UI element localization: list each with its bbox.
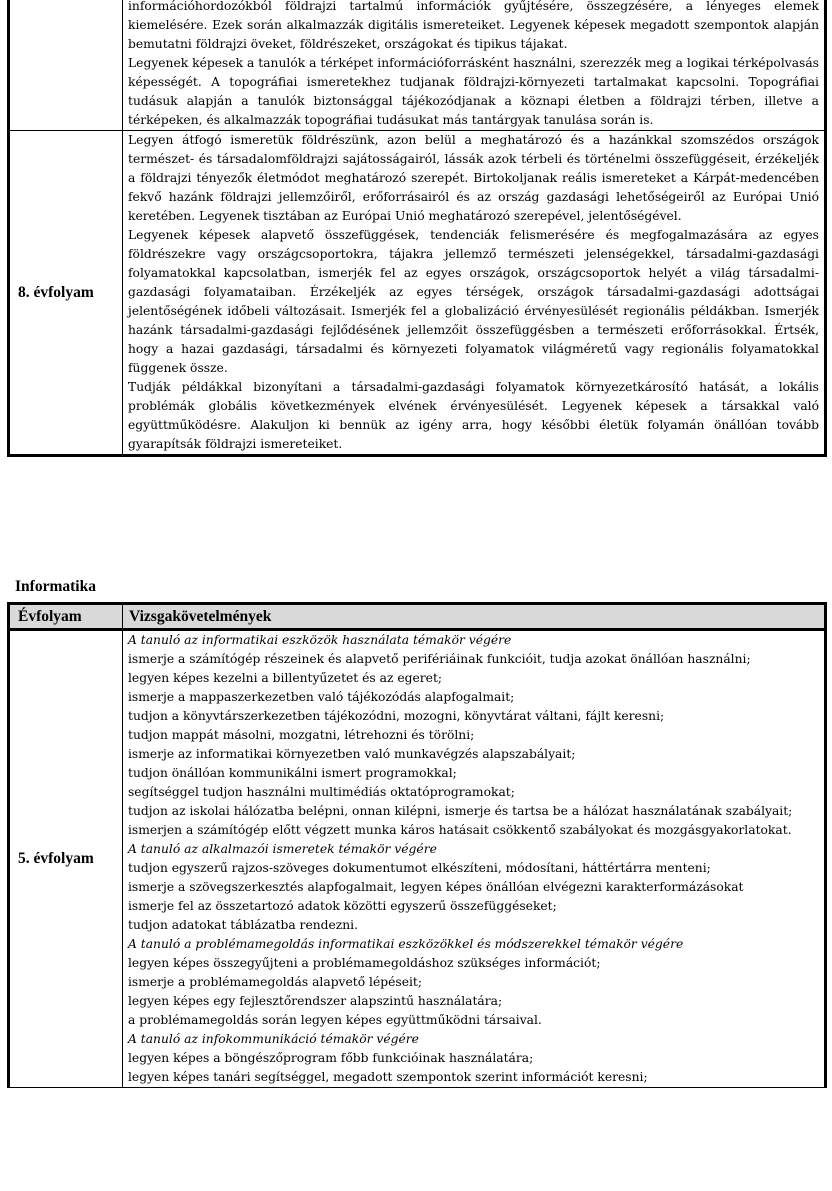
foldrajz-requirements-table <box>7 0 827 457</box>
requirement-item: ismerjen a számítógép előtt végzett munka káros hatásait csökkentő szabályokat és mozgásgyakorlatokat. <box>128 823 792 837</box>
year-cell-empty <box>9 0 123 131</box>
requirement-item: ismerje a mappaszerkezetben való tájékozódás alapfogalmait; <box>128 690 515 704</box>
requirement-item: tudjon mappát másolni, mozgatni, létrehozni és törölni; <box>128 728 475 742</box>
requirement-item: tudjon adatokat táblázatba rendezni. <box>128 918 359 932</box>
requirements-cell <box>123 131 826 456</box>
table-row <box>9 0 826 131</box>
table-header-row <box>9 604 826 630</box>
requirement-item: ismerje az informatikai környezetben való munkavégzés alapszabályait; <box>128 747 576 761</box>
requirement-item: legyen képes kezelni a billentyűzetet és az egeret; <box>128 671 443 685</box>
requirement-paragraph: Legyenek képesek alapvető összefüggések, tendenciák felismerésére és megfogalmazására az egyes földrészekre vagy országcsoportokra, tájakra jellemző természeti jelenségekkel, társadalmi-gazdasági folyamatokkal kapcsolatban, ismerjék fel az egyes országok, országcsoportok helyét a világ társadalmi-gazdasági folyamataiban. Érzékeljék az egyes térségek, országok társadalmi-gazdasági adottságai jelentőségének időbeli változásait. Ismerjék fel a globalizáció érvényesülését regionális példákban. Ismerjék hazánk társadalmi-gazdasági fejlődésének jellemzőit összefüggésben a természeti erőforrásokkal. Értsék, hogy a hazai gazdasági, társadalmi és környezeti folyamatok világméretű vagy regionális folyamatokkal függenek össze. <box>128 228 819 375</box>
requirement-item: segítséggel tudjon használni multimédiás oktatóprogramokat; <box>128 785 515 799</box>
requirement-item: ismerje fel az összetartozó adatok közötti egyszerű összefüggéseket; <box>128 899 557 913</box>
table-row <box>9 630 826 1088</box>
section-title-informatika: Informatika <box>15 578 96 595</box>
requirement-paragraph: Tudják példákkal bizonyítani a társadalmi-gazdasági folyamatok környezetkárosító hatását, a lokális problémák globális következmények elvének érvényesülését. Legyenek képesek a társakkal való együttműködésre. Alakuljon ki bennük az igény arra, hogy későbbi életük folyamán önállóan tovább gyarapítsák földrajzi ismereteiket. <box>128 380 819 451</box>
requirement-item: ismerje a szövegszerkesztés alapfogalmait, legyen képes önállóan elvégezni karakterformázásokat <box>128 880 744 894</box>
topic-heading: A tanuló az alkalmazói ismeretek témakör végére <box>128 842 437 856</box>
requirement-item: legyen képes tanári segítséggel, megadott szempontok szerint információt keresni; <box>128 1070 648 1084</box>
requirement-item: ismerje a számítógép részeinek és alapvető perifériáinak funkcióit, tudja azokat önállóan használni; <box>128 652 751 666</box>
requirement-item: tudjon az iskolai hálózatba belépni, onnan kilépni, ismerje és tartsa be a hálózat használatának szabályait; <box>128 804 793 818</box>
requirements-cell <box>123 630 826 1088</box>
informatika-requirements-table <box>7 602 827 1088</box>
year-cell-8: 8. évfolyam <box>9 131 123 456</box>
column-header-year: Évfolyam <box>9 604 123 630</box>
requirement-item: legyen képes összegyűjteni a problémamegoldáshoz szükséges információt; <box>128 956 601 970</box>
requirement-item: ismerje a problémamegoldás alapvető lépéseit; <box>128 975 423 989</box>
requirement-item: legyen képes a böngészőprogram főbb funkcióinak használatára; <box>128 1051 534 1065</box>
requirement-item: tudjon önállóan kommunikálni ismert programokkal; <box>128 766 457 780</box>
requirement-paragraph: Legyen átfogó ismeretük földrészünk, azon belül a meghatározó és a hazánkkal szomszédos országok természet- és társadalomföldrajzi sajátosságairól, lássák azok térbeli és történelmi összefüggéseit, érzékeljék a földrajzi tényezők életmódot meghatározó szerepét. Birtokoljanak reális ismereteket a Kárpát-medencében fekvő hazánk földrajzi jellemzőiről, erőforrásairól és az ország gazdasági lehetőségeiről az Európai Unió keretében. Legyenek tisztában az Európai Unió meghatározó szerepével, jelentőségével. <box>128 133 819 223</box>
topic-heading: A tanuló az infokommunikáció témakör végére <box>128 1032 419 1046</box>
year-cell-5: 5. évfolyam <box>9 630 123 1088</box>
requirement-item: legyen képes egy fejlesztőrendszer alapszintű használatára; <box>128 994 503 1008</box>
table-row <box>9 131 826 456</box>
column-header-requirements: Vizsgakövetelmények <box>123 604 826 630</box>
requirement-item: tudjon a könyvtárszerkezetben tájékozódni, mozogni, könyvtárat váltani, fájlt keresni; <box>128 709 665 723</box>
requirement-paragraph: Legyenek képesek a tanulók a térképet információforrásként használni, szerezzék meg a logikai térképolvasás képességét. A topográfiai ismeretekhez tudjanak földrajzi-környezeti tartalmakat kapcsolni. Topográfiai tudásuk alapján a tanulók biztonsággal tájékozódjanak a köznapi életben a földrajzi térben, illetve a térképeken, és alkalmazzák topográfiai tudásukat más tantárgyak tanulása során is. <box>128 56 819 127</box>
requirement-paragraph: információhordozókból földrajzi tartalmú információk gyűjtésére, összegzésére, a lényeges elemek kiemelésére. Ezek során alkalmazzák digitális ismereteiket. Legyenek képesek megadott szempontok alapján bemutatni földrajzi öveket, földrészeket, országokat és tipikus tájakat. <box>128 0 819 51</box>
requirement-item: a problémamegoldás során legyen képes együttműködni társaival. <box>128 1013 542 1027</box>
topic-heading: A tanuló az informatikai eszközök használata témakör végére <box>128 633 512 647</box>
requirements-cell <box>123 0 826 131</box>
requirement-item: tudjon egyszerű rajzos-szöveges dokumentumot elkészíteni, módosítani, háttértárra menteni; <box>128 861 711 875</box>
topic-heading: A tanuló a problémamegoldás informatikai eszközökkel és módszerekkel témakör végére <box>128 937 684 951</box>
